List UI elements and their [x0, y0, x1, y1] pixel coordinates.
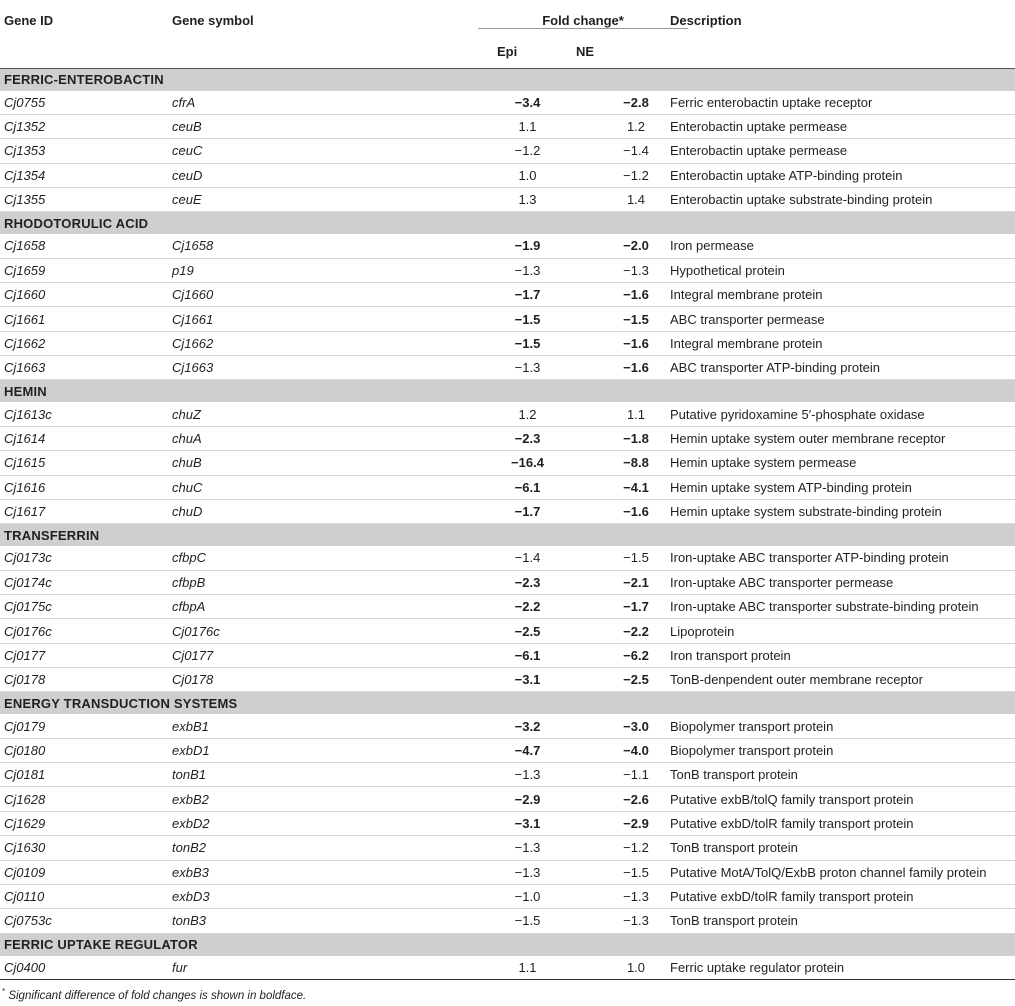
gene-symbol-cell: exbD1 — [168, 738, 340, 762]
description-cell: Biopolymer transport protein — [670, 738, 1015, 762]
spacer-cell — [340, 451, 445, 475]
spacer-cell — [340, 836, 445, 860]
ne-fold-change-cell: −1.7 — [576, 594, 670, 618]
epi-fold-change-cell: −2.2 — [445, 594, 576, 618]
spacer-cell — [340, 860, 445, 884]
section-title: TRANSFERRIN — [0, 524, 1015, 547]
gene-symbol-cell: Cj1661 — [168, 307, 340, 331]
gene-id-cell: Cj1354 — [0, 163, 168, 187]
header-spacer — [340, 36, 445, 68]
description-cell: Enterobactin uptake substrate-binding protein — [670, 187, 1015, 211]
table-row — [0, 356, 1015, 380]
description-cell: Iron-uptake ABC transporter permease — [670, 570, 1015, 594]
ne-fold-change-cell: −2.6 — [576, 787, 670, 811]
epi-fold-change-cell: −1.7 — [445, 283, 576, 307]
gene-id-cell: Cj0109 — [0, 860, 168, 884]
table-row — [0, 570, 1015, 594]
ne-fold-change-cell: −8.8 — [576, 451, 670, 475]
gene-symbol-cell: chuC — [168, 475, 340, 499]
description-cell: Biopolymer transport protein — [670, 714, 1015, 738]
description-cell: Lipoprotein — [670, 619, 1015, 643]
epi-fold-change-cell: −1.9 — [445, 234, 576, 258]
table-row — [0, 426, 1015, 450]
spacer-cell — [340, 234, 445, 258]
table-row — [0, 499, 1015, 523]
description-cell: Hemin uptake system permease — [670, 451, 1015, 475]
epi-fold-change-cell: −2.9 — [445, 787, 576, 811]
spacer-cell — [340, 594, 445, 618]
table-row — [0, 114, 1015, 138]
table-row — [0, 594, 1015, 618]
epi-fold-change-cell: −1.3 — [445, 763, 576, 787]
gene-symbol-cell: Cj1663 — [168, 356, 340, 380]
ne-fold-change-cell: −3.0 — [576, 714, 670, 738]
gene-symbol-cell: exbB1 — [168, 714, 340, 738]
table-row — [0, 909, 1015, 933]
epi-fold-change-cell: 1.3 — [445, 187, 576, 211]
gene-id-cell: Cj0178 — [0, 668, 168, 692]
gene-symbol-cell: tonB1 — [168, 763, 340, 787]
footnote-mark: * — [2, 987, 6, 996]
gene-symbol-cell: Cj1658 — [168, 234, 340, 258]
spacer-cell — [340, 331, 445, 355]
section-title: HEMIN — [0, 380, 1015, 403]
spacer-cell — [340, 884, 445, 908]
gene-id-cell: Cj0179 — [0, 714, 168, 738]
gene-symbol-cell: fur — [168, 956, 340, 980]
gene-symbol-cell: cfbpC — [168, 546, 340, 570]
epi-fold-change-cell: −16.4 — [445, 451, 576, 475]
description-cell: Hemin uptake system ATP-binding protein — [670, 475, 1015, 499]
ne-fold-change-cell: −1.3 — [576, 884, 670, 908]
gene-symbol-cell: chuB — [168, 451, 340, 475]
ne-fold-change-cell: −1.3 — [576, 258, 670, 282]
description-cell: Iron-uptake ABC transporter ATP-binding protein — [670, 546, 1015, 570]
table-row — [0, 884, 1015, 908]
ne-fold-change-cell: −1.6 — [576, 356, 670, 380]
ne-fold-change-cell: 1.2 — [576, 114, 670, 138]
table-row — [0, 187, 1015, 211]
spacer-cell — [340, 570, 445, 594]
epi-fold-change-cell: −1.4 — [445, 546, 576, 570]
spacer-cell — [340, 187, 445, 211]
gene-symbol-cell: ceuD — [168, 163, 340, 187]
table-row — [0, 475, 1015, 499]
gene-id-cell: Cj0110 — [0, 884, 168, 908]
gene-symbol-cell: cfrA — [168, 91, 340, 115]
footnote — [2, 987, 306, 1002]
ne-fold-change-cell: −2.0 — [576, 234, 670, 258]
description-cell: Iron permease — [670, 234, 1015, 258]
description-cell: Putative pyridoxamine 5′-phosphate oxidase — [670, 402, 1015, 426]
ne-fold-change-cell: −1.6 — [576, 283, 670, 307]
spacer-cell — [340, 668, 445, 692]
table-row — [0, 451, 1015, 475]
description-cell: ABC transporter ATP-binding protein — [670, 356, 1015, 380]
gene-id-cell: Cj0753c — [0, 909, 168, 933]
epi-fold-change-cell: 1.1 — [445, 114, 576, 138]
table-row — [0, 787, 1015, 811]
gene-symbol-cell: chuZ — [168, 402, 340, 426]
gene-symbol-cell: ceuE — [168, 187, 340, 211]
ne-fold-change-cell: −1.5 — [576, 546, 670, 570]
description-cell: TonB transport protein — [670, 763, 1015, 787]
description-cell: Hemin uptake system outer membrane receptor — [670, 426, 1015, 450]
epi-fold-change-cell: 1.1 — [445, 956, 576, 980]
ne-fold-change-cell: −2.8 — [576, 91, 670, 115]
gene-symbol-cell: cfbpB — [168, 570, 340, 594]
section-title: FERRIC-ENTEROBACTIN — [0, 68, 1015, 91]
ne-fold-change-cell: −4.0 — [576, 738, 670, 762]
table-row — [0, 307, 1015, 331]
gene-id-cell: Cj1617 — [0, 499, 168, 523]
table-row — [0, 860, 1015, 884]
epi-fold-change-cell: −3.4 — [445, 91, 576, 115]
description-cell: Iron-uptake ABC transporter substrate-binding protein — [670, 594, 1015, 618]
ne-fold-change-cell: −1.6 — [576, 499, 670, 523]
section-title: RHODOTORULIC ACID — [0, 212, 1015, 235]
gene-id-cell: Cj0755 — [0, 91, 168, 115]
ne-fold-change-cell: −2.1 — [576, 570, 670, 594]
section-header-row — [0, 380, 1015, 403]
gene-id-cell: Cj1352 — [0, 114, 168, 138]
spacer-cell — [340, 163, 445, 187]
gene-id-cell: Cj1630 — [0, 836, 168, 860]
description-cell: Iron transport protein — [670, 643, 1015, 667]
spacer-cell — [340, 738, 445, 762]
spacer-cell — [340, 546, 445, 570]
gene-symbol-cell: Cj0178 — [168, 668, 340, 692]
epi-fold-change-cell: −3.2 — [445, 714, 576, 738]
description-cell: Enterobactin uptake permease — [670, 114, 1015, 138]
spacer-cell — [340, 91, 445, 115]
gene-id-cell: Cj1628 — [0, 787, 168, 811]
description-cell: Putative MotA/TolQ/ExbB proton channel family protein — [670, 860, 1015, 884]
section-header-row — [0, 68, 1015, 91]
ne-fold-change-cell: −1.2 — [576, 836, 670, 860]
gene-symbol-cell: chuA — [168, 426, 340, 450]
gene-symbol-cell: exbD3 — [168, 884, 340, 908]
table-row — [0, 258, 1015, 282]
ne-fold-change-cell: −1.4 — [576, 139, 670, 163]
gene-symbol-cell: exbB3 — [168, 860, 340, 884]
table-row — [0, 331, 1015, 355]
epi-fold-change-cell: −1.3 — [445, 356, 576, 380]
description-cell: TonB transport protein — [670, 836, 1015, 860]
epi-fold-change-cell: −2.3 — [445, 426, 576, 450]
table-row — [0, 714, 1015, 738]
description-cell: Putative exbD/tolR family transport protein — [670, 811, 1015, 835]
gene-id-cell: Cj1629 — [0, 811, 168, 835]
table-row — [0, 643, 1015, 667]
gene-id-cell: Cj1658 — [0, 234, 168, 258]
gene-symbol-cell: Cj1660 — [168, 283, 340, 307]
gene-symbol-cell: Cj0177 — [168, 643, 340, 667]
spacer-cell — [340, 426, 445, 450]
table-row — [0, 91, 1015, 115]
gene-symbol-cell: exbD2 — [168, 811, 340, 835]
ne-fold-change-cell: −1.6 — [576, 331, 670, 355]
description-cell: Ferric enterobactin uptake receptor — [670, 91, 1015, 115]
gene-id-cell: Cj1660 — [0, 283, 168, 307]
ne-fold-change-cell: −1.1 — [576, 763, 670, 787]
description-cell: Putative exbD/tolR family transport protein — [670, 884, 1015, 908]
spacer-cell — [340, 114, 445, 138]
header-description: Description — [670, 13, 742, 28]
epi-fold-change-cell: 1.2 — [445, 402, 576, 426]
epi-fold-change-cell: −2.3 — [445, 570, 576, 594]
epi-fold-change-cell: −3.1 — [445, 811, 576, 835]
gene-symbol-cell: p19 — [168, 258, 340, 282]
section-header-row — [0, 212, 1015, 235]
spacer-cell — [340, 619, 445, 643]
gene-symbol-cell: tonB3 — [168, 909, 340, 933]
description-cell: Enterobactin uptake permease — [670, 139, 1015, 163]
spacer-cell — [340, 258, 445, 282]
ne-fold-change-cell: 1.0 — [576, 956, 670, 980]
table-row — [0, 738, 1015, 762]
table-row — [0, 836, 1015, 860]
table-row — [0, 956, 1015, 980]
ne-fold-change-cell: −1.5 — [576, 307, 670, 331]
header-ne: NE — [576, 44, 595, 59]
ne-fold-change-cell: −1.5 — [576, 860, 670, 884]
description-cell: Hypothetical protein — [670, 258, 1015, 282]
epi-fold-change-cell: −2.5 — [445, 619, 576, 643]
table-row — [0, 546, 1015, 570]
ne-fold-change-cell: −1.3 — [576, 909, 670, 933]
gene-symbol-cell: Cj0176c — [168, 619, 340, 643]
table-row — [0, 619, 1015, 643]
gene-id-cell: Cj1662 — [0, 331, 168, 355]
footnote-text: Significant difference of fold changes is shown in boldface. — [8, 989, 307, 1002]
ne-fold-change-cell: −2.5 — [576, 668, 670, 692]
spacer-cell — [340, 307, 445, 331]
epi-fold-change-cell: 1.0 — [445, 163, 576, 187]
epi-fold-change-cell: −6.1 — [445, 475, 576, 499]
gene-id-cell: Cj0400 — [0, 956, 168, 980]
epi-fold-change-cell: −1.3 — [445, 836, 576, 860]
gene-id-cell: Cj1615 — [0, 451, 168, 475]
gene-symbol-cell: Cj1662 — [168, 331, 340, 355]
epi-fold-change-cell: −4.7 — [445, 738, 576, 762]
description-cell: TonB-denpendent outer membrane receptor — [670, 668, 1015, 692]
spacer-cell — [340, 787, 445, 811]
gene-id-cell: Cj1613c — [0, 402, 168, 426]
table-row — [0, 139, 1015, 163]
header-fold-change — [340, 0, 670, 36]
gene-id-cell: Cj1355 — [0, 187, 168, 211]
description-cell: Enterobactin uptake ATP-binding protein — [670, 163, 1015, 187]
header-gene-symbol: Gene symbol — [172, 13, 254, 28]
ne-fold-change-cell: −1.2 — [576, 163, 670, 187]
ne-fold-change-cell: 1.4 — [576, 187, 670, 211]
description-cell: Integral membrane protein — [670, 331, 1015, 355]
gene-symbol-cell: exbB2 — [168, 787, 340, 811]
description-cell: TonB transport protein — [670, 909, 1015, 933]
epi-fold-change-cell: −1.0 — [445, 884, 576, 908]
spacer-cell — [340, 714, 445, 738]
gene-symbol-cell: tonB2 — [168, 836, 340, 860]
spacer-cell — [340, 139, 445, 163]
spacer-cell — [340, 956, 445, 980]
header-gene-id: Gene ID — [4, 13, 54, 28]
gene-id-cell: Cj1353 — [0, 139, 168, 163]
ne-fold-change-cell: −4.1 — [576, 475, 670, 499]
gene-id-cell: Cj0181 — [0, 763, 168, 787]
header-fold-change-label: Fold change* — [478, 13, 688, 29]
gene-symbol-cell: ceuC — [168, 139, 340, 163]
spacer-cell — [340, 475, 445, 499]
section-title: FERRIC UPTAKE REGULATOR — [0, 933, 1015, 956]
epi-fold-change-cell: −1.5 — [445, 909, 576, 933]
spacer-cell — [340, 402, 445, 426]
table-header — [0, 0, 1015, 68]
spacer-cell — [340, 499, 445, 523]
spacer-cell — [340, 283, 445, 307]
spacer-cell — [340, 909, 445, 933]
description-cell: Integral membrane protein — [670, 283, 1015, 307]
epi-fold-change-cell: −1.3 — [445, 860, 576, 884]
table-row — [0, 668, 1015, 692]
description-cell: Putative exbB/tolQ family transport protein — [670, 787, 1015, 811]
gene-id-cell: Cj1614 — [0, 426, 168, 450]
spacer-cell — [340, 763, 445, 787]
table-body — [0, 68, 1015, 980]
table-row — [0, 163, 1015, 187]
spacer-cell — [340, 811, 445, 835]
gene-id-cell: Cj1616 — [0, 475, 168, 499]
ne-fold-change-cell: −2.2 — [576, 619, 670, 643]
gene-id-cell: Cj0173c — [0, 546, 168, 570]
epi-fold-change-cell: −1.5 — [445, 307, 576, 331]
epi-fold-change-cell: −1.5 — [445, 331, 576, 355]
description-cell: Hemin uptake system substrate-binding protein — [670, 499, 1015, 523]
section-header-row — [0, 524, 1015, 547]
gene-symbol-cell: chuD — [168, 499, 340, 523]
gene-id-cell: Cj1661 — [0, 307, 168, 331]
ne-fold-change-cell: −6.2 — [576, 643, 670, 667]
table-row — [0, 234, 1015, 258]
ne-fold-change-cell: −1.8 — [576, 426, 670, 450]
gene-id-cell: Cj0176c — [0, 619, 168, 643]
epi-fold-change-cell: −6.1 — [445, 643, 576, 667]
table-row — [0, 811, 1015, 835]
gene-id-cell: Cj0177 — [0, 643, 168, 667]
table-row — [0, 763, 1015, 787]
ne-fold-change-cell: 1.1 — [576, 402, 670, 426]
ne-fold-change-cell: −2.9 — [576, 811, 670, 835]
description-cell: Ferric uptake regulator protein — [670, 956, 1015, 980]
description-cell: ABC transporter permease — [670, 307, 1015, 331]
epi-fold-change-cell: −1.2 — [445, 139, 576, 163]
section-header-row — [0, 692, 1015, 715]
gene-id-cell: Cj0175c — [0, 594, 168, 618]
epi-fold-change-cell: −3.1 — [445, 668, 576, 692]
section-header-row — [0, 933, 1015, 956]
gene-symbol-cell: ceuB — [168, 114, 340, 138]
section-title: ENERGY TRANSDUCTION SYSTEMS — [0, 692, 1015, 715]
epi-fold-change-cell: −1.7 — [445, 499, 576, 523]
gene-symbol-cell: cfbpA — [168, 594, 340, 618]
spacer-cell — [340, 356, 445, 380]
gene-id-cell: Cj0174c — [0, 570, 168, 594]
table-row — [0, 283, 1015, 307]
header-epi: Epi — [497, 44, 518, 59]
table-row — [0, 402, 1015, 426]
gene-id-cell: Cj1659 — [0, 258, 168, 282]
epi-fold-change-cell: −1.3 — [445, 258, 576, 282]
gene-id-cell: Cj1663 — [0, 356, 168, 380]
gene-id-cell: Cj0180 — [0, 738, 168, 762]
spacer-cell — [340, 643, 445, 667]
